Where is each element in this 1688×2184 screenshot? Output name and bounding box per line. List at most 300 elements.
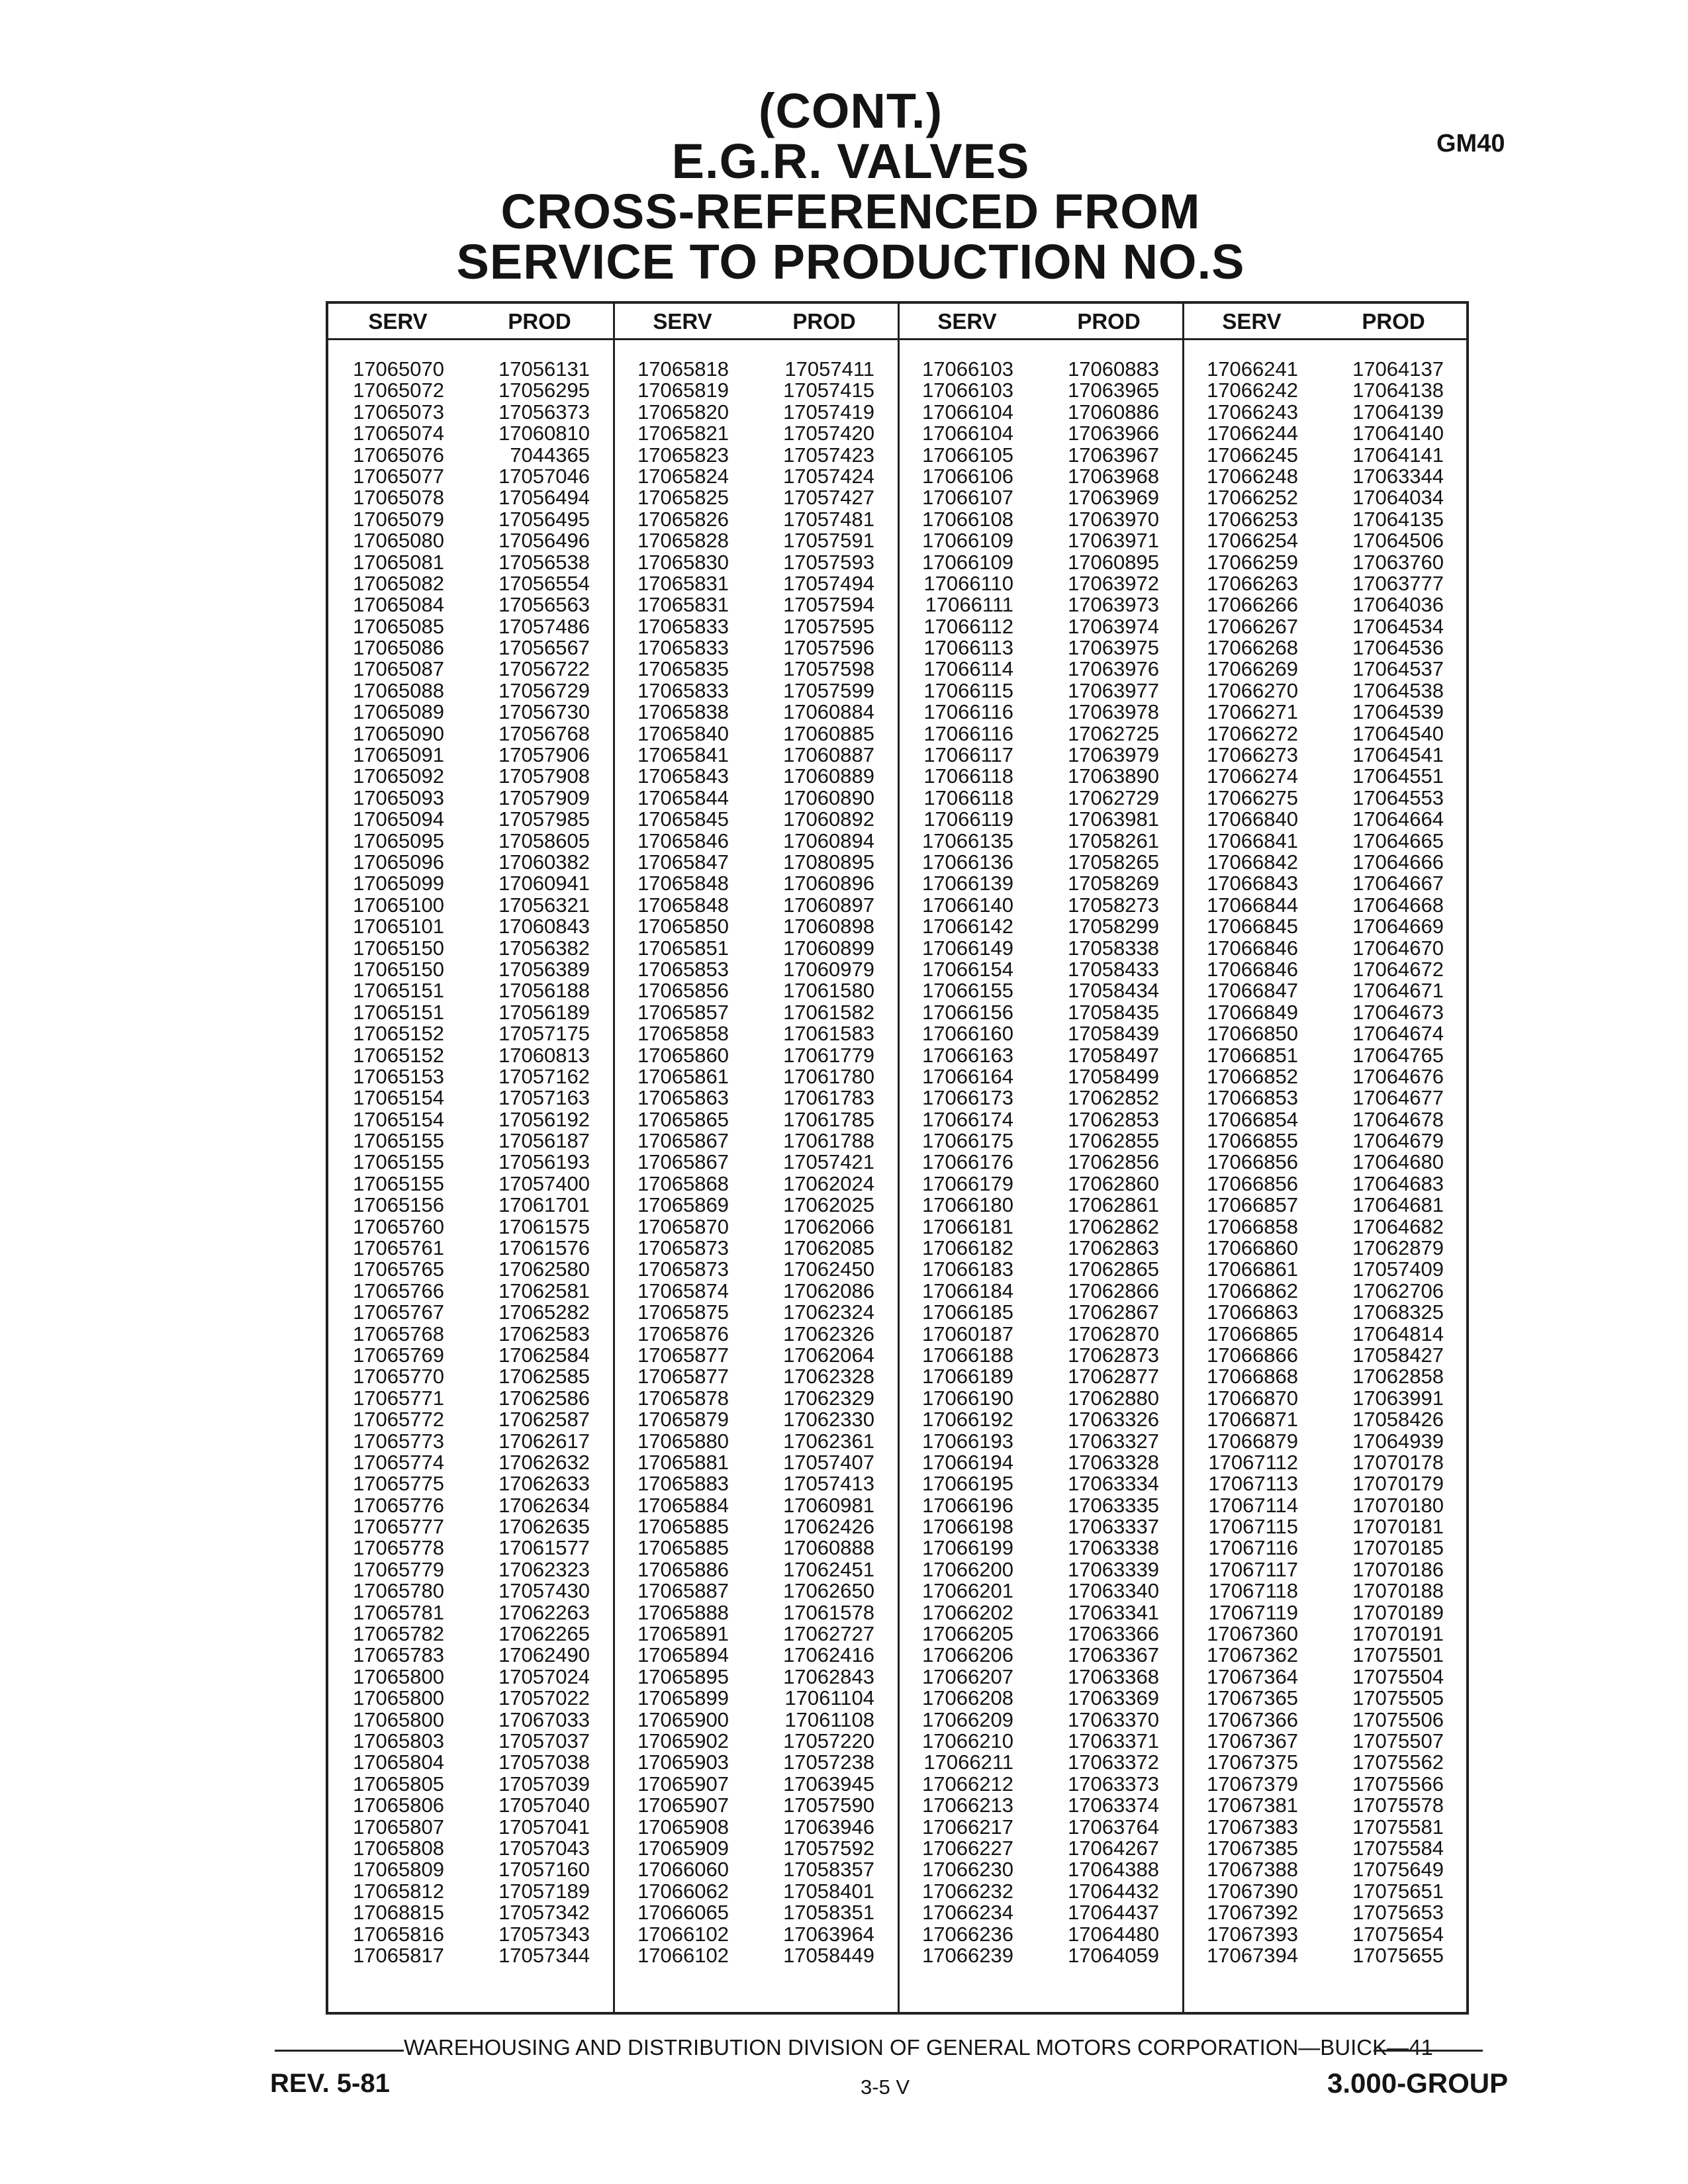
serv-number-cell: 17066840: [1207, 807, 1298, 831]
prod-number-cell: 17064674: [1352, 1022, 1444, 1046]
prod-number-cell: 17057486: [498, 614, 590, 638]
prod-number-cell: 17075654: [1352, 1922, 1444, 1946]
prod-number-cell: 17060885: [783, 721, 874, 745]
prod-number-cell: 17063366: [1068, 1622, 1159, 1646]
serv-number-cell: 17065888: [637, 1600, 729, 1624]
serv-number-cell: 17065830: [637, 550, 729, 574]
serv-number-cell: 17066119: [923, 807, 1013, 831]
serv-number-cell: 17066104: [922, 400, 1013, 424]
serv-number-cell: 17066111: [925, 593, 1013, 617]
serv-number-cell: 17065885: [637, 1515, 729, 1539]
prod-number-cell: 17062066: [783, 1214, 874, 1238]
serv-number-cell: 17065877: [637, 1365, 729, 1388]
prod-number-cell: 17062451: [783, 1557, 874, 1581]
serv-number-cell: 17066189: [922, 1365, 1013, 1388]
title-line-egr-valves: E.G.R. VALVES: [671, 134, 1030, 189]
prod-number-cell: 17057407: [783, 1450, 874, 1474]
serv-number-cell: 17065808: [353, 1836, 444, 1860]
prod-number-cell: 17058401: [783, 1879, 874, 1903]
serv-number-cell: 17065156: [353, 1193, 444, 1217]
title-line-service-to-production: SERVICE TO PRODUCTION NO.S: [456, 234, 1245, 289]
header-serv-1: SERV: [368, 309, 428, 334]
prod-number-cell: 17075507: [1352, 1729, 1444, 1752]
prod-number-cell: 17056382: [498, 936, 590, 960]
prod-number-cell: 17070179: [1352, 1472, 1444, 1496]
prod-number-cell: 17062329: [783, 1386, 874, 1410]
serv-number-cell: 17065093: [353, 786, 444, 809]
prod-number-cell: 17063374: [1068, 1794, 1159, 1817]
prod-number-cell: 17057046: [498, 464, 590, 488]
prod-number-cell: 17063981: [1068, 807, 1159, 831]
serv-number-cell: 17065775: [353, 1472, 444, 1496]
serv-number-cell: 17067383: [1207, 1815, 1298, 1839]
serv-number-cell: 17065817: [353, 1943, 444, 1967]
prod-number-cell: 17063338: [1068, 1536, 1159, 1560]
prod-number-cell: 17057175: [498, 1022, 590, 1046]
column-serv-4: [1196, 359, 1298, 1966]
prod-number-cell: 17056131: [498, 357, 590, 381]
prod-number-cell: 17062361: [783, 1429, 874, 1453]
prod-number-cell: 17075649: [1352, 1858, 1444, 1882]
serv-number-cell: 17066207: [922, 1664, 1013, 1688]
prod-number-cell: 17063977: [1068, 678, 1159, 702]
serv-number-cell: 17066179: [922, 1171, 1013, 1195]
prod-number-cell: 17057413: [783, 1472, 874, 1496]
prod-number-cell: 17062865: [1068, 1257, 1159, 1281]
serv-number-cell: 17066174: [922, 1107, 1013, 1131]
prod-number-cell: 17060981: [783, 1493, 874, 1517]
serv-number-cell: 17065895: [637, 1664, 729, 1688]
header-prod-1: PROD: [508, 309, 571, 334]
prod-number-cell: 17061701: [498, 1193, 590, 1217]
column-prod-4: [1341, 359, 1444, 1966]
serv-number-cell: 17065875: [637, 1300, 729, 1324]
prod-number-cell: 17064137: [1352, 357, 1444, 381]
prod-number-cell: 17064059: [1068, 1943, 1159, 1967]
prod-number-cell: 17063978: [1068, 700, 1159, 724]
header-prod-2: PROD: [792, 309, 856, 334]
serv-number-cell: 17066843: [1207, 872, 1298, 895]
prod-number-cell: 17056538: [498, 550, 590, 574]
serv-number-cell: 17066856: [1207, 1150, 1298, 1174]
prod-number-cell: 17062416: [783, 1643, 874, 1667]
serv-number-cell: 17065080: [353, 529, 444, 553]
serv-number-cell: 17065779: [353, 1557, 444, 1581]
serv-number-cell: 17065874: [637, 1279, 729, 1302]
prod-number-cell: 17056389: [498, 957, 590, 981]
prod-number-cell: 17057430: [498, 1579, 590, 1603]
serv-number-cell: 17066104: [922, 422, 1013, 445]
serv-number-cell: 17065833: [637, 614, 729, 638]
prod-number-cell: 17064551: [1352, 764, 1444, 788]
prod-number-cell: 17057599: [783, 678, 874, 702]
serv-number-cell: 17065073: [353, 400, 444, 424]
prod-number-cell: 17063337: [1068, 1515, 1159, 1539]
prod-number-cell: 17064540: [1352, 721, 1444, 745]
prod-number-cell: 17061779: [783, 1043, 874, 1067]
prod-number-cell: 17064680: [1352, 1150, 1444, 1174]
serv-number-cell: 17065828: [637, 529, 729, 553]
prod-number-cell: 17062580: [498, 1257, 590, 1281]
prod-number-cell: 7044365: [510, 443, 590, 467]
serv-number-cell: 17065844: [637, 786, 729, 809]
prod-number-cell: 17060895: [1068, 550, 1159, 574]
serv-number-cell: 17066109: [922, 529, 1013, 553]
serv-number-cell: 17066268: [1207, 636, 1298, 660]
prod-number-cell: 17056554: [498, 571, 590, 595]
serv-number-cell: 17066856: [1207, 1171, 1298, 1195]
serv-number-cell: 17066185: [922, 1300, 1013, 1324]
serv-number-cell: 17066252: [1207, 486, 1298, 510]
serv-number-cell: 17067360: [1207, 1622, 1298, 1646]
serv-number-cell: 17065867: [637, 1150, 729, 1174]
prod-number-cell: 17057411: [784, 357, 874, 381]
serv-number-cell: 17066248: [1207, 464, 1298, 488]
serv-number-cell: 17065873: [637, 1236, 729, 1260]
serv-number-cell: 17065096: [353, 850, 444, 874]
serv-number-cell: 17065085: [353, 614, 444, 638]
serv-number-cell: 17066213: [922, 1794, 1013, 1817]
serv-number-cell: 17066113: [923, 636, 1013, 660]
serv-number-cell: 17065860: [637, 1043, 729, 1067]
serv-number-cell: 17067394: [1207, 1943, 1298, 1967]
prod-number-cell: 17060883: [1068, 357, 1159, 381]
prod-number-cell: 17057985: [498, 807, 590, 831]
prod-number-cell: 17064669: [1352, 915, 1444, 938]
prod-number-cell: 17062265: [498, 1622, 590, 1646]
serv-number-cell: 17065150: [353, 936, 444, 960]
title-line-cont: (CONT.): [758, 83, 943, 138]
prod-number-cell: 17070189: [1352, 1600, 1444, 1624]
prod-number-cell: 17062843: [783, 1664, 874, 1688]
column-prod-1: [487, 359, 590, 1966]
serv-number-cell: 17066243: [1207, 400, 1298, 424]
serv-number-cell: 17066205: [922, 1622, 1013, 1646]
prod-number-cell: 17064814: [1352, 1322, 1444, 1345]
serv-number-cell: 17066206: [922, 1643, 1013, 1667]
prod-number-cell: 17064267: [1068, 1836, 1159, 1860]
prod-number-cell: 17058273: [1068, 893, 1159, 917]
prod-number-cell: 17057908: [498, 764, 590, 788]
serv-number-cell: 17065076: [353, 443, 444, 467]
prod-number-cell: 17063334: [1068, 1472, 1159, 1496]
serv-number-cell: 17065781: [353, 1600, 444, 1624]
serv-number-cell: 17066192: [922, 1408, 1013, 1432]
prod-number-cell: 17057424: [783, 464, 874, 488]
serv-number-cell: 17065881: [637, 1450, 729, 1474]
prod-number-cell: 17062426: [783, 1515, 874, 1539]
serv-number-cell: 17066180: [922, 1193, 1013, 1217]
prod-number-cell: 17062863: [1068, 1236, 1159, 1260]
serv-number-cell: 17065850: [637, 915, 729, 938]
serv-number-cell: 17066858: [1207, 1214, 1298, 1238]
serv-number-cell: 17066183: [922, 1257, 1013, 1281]
serv-number-cell: 17065805: [353, 1772, 444, 1796]
prod-number-cell: 17062852: [1068, 1086, 1159, 1110]
prod-number-cell: 17057342: [498, 1901, 590, 1925]
serv-number-cell: 17065823: [637, 443, 729, 467]
prod-number-cell: 17064673: [1352, 1000, 1444, 1024]
footer-rule-right: [1374, 2050, 1483, 2052]
prod-number-cell: 17062650: [783, 1579, 874, 1603]
prod-number-cell: 17056295: [498, 379, 590, 402]
serv-number-cell: 17066114: [923, 657, 1013, 681]
serv-number-cell: 17065819: [637, 379, 729, 402]
prod-number-cell: 17057593: [783, 550, 874, 574]
serv-number-cell: 17065821: [637, 422, 729, 445]
prod-number-cell: 17057594: [783, 593, 874, 617]
prod-number-cell: 17075566: [1352, 1772, 1444, 1796]
serv-number-cell: 17066850: [1207, 1022, 1298, 1046]
prod-number-cell: 17056496: [498, 529, 590, 553]
prod-number-cell: 17061575: [498, 1214, 590, 1238]
prod-number-cell: 17057189: [498, 1879, 590, 1903]
serv-number-cell: 17066842: [1207, 850, 1298, 874]
serv-number-cell: 17066871: [1207, 1408, 1298, 1432]
serv-number-cell: 17067367: [1207, 1729, 1298, 1752]
serv-number-cell: 17065155: [353, 1129, 444, 1153]
prod-number-cell: 17062617: [498, 1429, 590, 1453]
serv-number-cell: 17067381: [1207, 1794, 1298, 1817]
serv-number-cell: 17065152: [353, 1022, 444, 1046]
serv-number-cell: 17066140: [922, 893, 1013, 917]
serv-number-cell: 17065831: [637, 593, 729, 617]
serv-number-cell: 17066065: [637, 1901, 729, 1925]
serv-number-cell: 17066852: [1207, 1064, 1298, 1088]
header-serv-3: SERV: [937, 309, 997, 334]
prod-number-cell: 17075653: [1352, 1901, 1444, 1925]
prod-number-cell: 17058439: [1068, 1022, 1159, 1046]
serv-number-cell: 17066139: [922, 872, 1013, 895]
prod-number-cell: 17057162: [498, 1064, 590, 1088]
serv-number-cell: 17065767: [353, 1300, 444, 1324]
prod-number-cell: 17075562: [1352, 1751, 1444, 1774]
prod-number-cell: 17063369: [1068, 1686, 1159, 1710]
prod-number-cell: 17062879: [1352, 1236, 1444, 1260]
serv-number-cell: 17065868: [637, 1171, 729, 1195]
serv-number-cell: 17065084: [353, 593, 444, 617]
serv-number-cell: 17066230: [922, 1858, 1013, 1882]
prod-number-cell: 17060898: [783, 915, 874, 938]
prod-number-cell: 17064664: [1352, 807, 1444, 831]
serv-number-cell: 17065909: [637, 1836, 729, 1860]
serv-number-cell: 17065099: [353, 872, 444, 895]
prod-number-cell: 17075584: [1352, 1836, 1444, 1860]
prod-number-cell: 17064538: [1352, 678, 1444, 702]
serv-number-cell: 17066115: [923, 678, 1013, 702]
serv-number-cell: 17066236: [922, 1922, 1013, 1946]
serv-number-cell: 17067113: [1208, 1472, 1298, 1496]
serv-number-cell: 17065891: [637, 1622, 729, 1646]
serv-number-cell: 17065082: [353, 571, 444, 595]
prod-number-cell: 17056768: [498, 721, 590, 745]
serv-number-cell: 17066253: [1207, 507, 1298, 531]
prod-number-cell: 17064676: [1352, 1064, 1444, 1088]
serv-number-cell: 17065081: [353, 550, 444, 574]
prod-number-cell: 17057481: [783, 507, 874, 531]
group-divider-1: [613, 304, 615, 2012]
serv-number-cell: 17066212: [922, 1772, 1013, 1796]
serv-number-cell: 17065772: [353, 1408, 444, 1432]
serv-number-cell: 17065841: [637, 743, 729, 767]
prod-number-cell: 17058427: [1352, 1343, 1444, 1367]
serv-number-cell: 17065902: [637, 1729, 729, 1752]
prod-number-cell: 17058433: [1068, 957, 1159, 981]
serv-number-cell: 17066863: [1207, 1300, 1298, 1324]
serv-number-cell: 17066193: [922, 1429, 1013, 1453]
serv-number-cell: 17066868: [1207, 1365, 1298, 1388]
serv-number-cell: 17065835: [637, 657, 729, 681]
serv-number-cell: 17065820: [637, 400, 729, 424]
prod-number-cell: 17061582: [783, 1000, 874, 1024]
column-serv-2: [626, 359, 729, 1966]
prod-number-cell: 17075506: [1352, 1707, 1444, 1731]
title-line-cross-referenced: CROSS-REFERENCED FROM: [500, 184, 1201, 239]
prod-number-cell: 17063965: [1068, 379, 1159, 402]
serv-number-cell: 17066060: [637, 1858, 729, 1882]
serv-number-cell: 17066242: [1207, 379, 1298, 402]
serv-number-cell: 17066855: [1207, 1129, 1298, 1153]
prod-number-cell: 17060887: [783, 743, 874, 767]
serv-number-cell: 17066160: [922, 1022, 1013, 1046]
prod-number-cell: 17064672: [1352, 957, 1444, 981]
serv-number-cell: 17065878: [637, 1386, 729, 1410]
prod-number-cell: 17062860: [1068, 1171, 1159, 1195]
serv-number-cell: 17066112: [923, 614, 1013, 638]
serv-number-cell: 17065840: [637, 721, 729, 745]
prod-number-cell: 17057596: [783, 636, 874, 660]
serv-number-cell: 17065883: [637, 1472, 729, 1496]
column-serv-1: [342, 359, 444, 1966]
serv-number-cell: 17066182: [922, 1236, 1013, 1260]
serv-number-cell: 17065845: [637, 807, 729, 831]
prod-number-cell: 17062858: [1352, 1365, 1444, 1388]
prod-number-cell: 17057906: [498, 743, 590, 767]
serv-number-cell: 17066118: [923, 786, 1013, 809]
serv-number-cell: 17067385: [1207, 1836, 1298, 1860]
page-number: 3-5 V: [861, 2075, 910, 2099]
prod-number-cell: 17063764: [1068, 1815, 1159, 1839]
serv-number-cell: 17065884: [637, 1493, 729, 1517]
serv-number-cell: 17065766: [353, 1279, 444, 1302]
prod-number-cell: 17075505: [1352, 1686, 1444, 1710]
serv-number-cell: 17065780: [353, 1579, 444, 1603]
serv-number-cell: 17067115: [1208, 1515, 1298, 1539]
prod-number-cell: 17057040: [498, 1794, 590, 1817]
serv-number-cell: 17066062: [637, 1879, 729, 1903]
prod-number-cell: 17063975: [1068, 636, 1159, 660]
prod-number-cell: 17057038: [498, 1751, 590, 1774]
prod-number-cell: 17070180: [1352, 1493, 1444, 1517]
serv-number-cell: 17066195: [922, 1472, 1013, 1496]
prod-number-cell: 17062877: [1068, 1365, 1159, 1388]
prod-number-cell: 17063946: [783, 1815, 874, 1839]
prod-number-cell: 17057160: [498, 1858, 590, 1882]
serv-number-cell: 17065826: [637, 507, 729, 531]
prod-number-cell: 17063971: [1068, 529, 1159, 553]
prod-number-cell: 17058265: [1068, 850, 1159, 874]
serv-number-cell: 17065771: [353, 1386, 444, 1410]
prod-number-cell: 17062634: [498, 1493, 590, 1517]
prod-number-cell: 17064681: [1352, 1193, 1444, 1217]
catalog-code: GM40: [1436, 130, 1505, 158]
prod-number-cell: 17063945: [783, 1772, 874, 1796]
prod-number-cell: 17075504: [1352, 1664, 1444, 1688]
prod-number-cell: 17062025: [783, 1193, 874, 1217]
prod-number-cell: 17062450: [783, 1257, 874, 1281]
prod-number-cell: 17057238: [783, 1751, 874, 1774]
prod-number-cell: 17064534: [1352, 614, 1444, 638]
serv-number-cell: 17065869: [637, 1193, 729, 1217]
prod-number-cell: 17060382: [498, 850, 590, 874]
prod-number-cell: 17064682: [1352, 1214, 1444, 1238]
serv-number-cell: 17065769: [353, 1343, 444, 1367]
serv-number-cell: 17065095: [353, 829, 444, 852]
prod-number-cell: 17056187: [498, 1129, 590, 1153]
prod-number-cell: 17058435: [1068, 1000, 1159, 1024]
prod-number-cell: 17056495: [498, 507, 590, 531]
serv-number-cell: 17067393: [1207, 1922, 1298, 1946]
prod-number-cell: 17056192: [498, 1107, 590, 1131]
prod-number-cell: 17057043: [498, 1836, 590, 1860]
serv-number-cell: 17066846: [1207, 936, 1298, 960]
prod-number-cell: 17062330: [783, 1408, 874, 1432]
prod-number-cell: 17062585: [498, 1365, 590, 1388]
prod-number-cell: 17057415: [783, 379, 874, 402]
serv-number-cell: 17066154: [922, 957, 1013, 981]
prod-number-cell: 17064553: [1352, 786, 1444, 809]
prod-number-cell: 17064135: [1352, 507, 1444, 531]
prod-number-cell: 17058351: [783, 1901, 874, 1925]
prod-number-cell: 17062326: [783, 1322, 874, 1345]
serv-number-cell: 17066211: [923, 1751, 1013, 1774]
serv-number-cell: 17067392: [1207, 1901, 1298, 1925]
serv-number-cell: 17066209: [922, 1707, 1013, 1731]
prod-number-cell: 17064036: [1352, 593, 1444, 617]
serv-number-cell: 17065877: [637, 1343, 729, 1367]
serv-number-cell: 17065873: [637, 1257, 729, 1281]
prod-number-cell: 17057400: [498, 1171, 590, 1195]
serv-number-cell: 17066198: [922, 1515, 1013, 1539]
serv-number-cell: 17066870: [1207, 1386, 1298, 1410]
prod-number-cell: 17070185: [1352, 1536, 1444, 1560]
prod-number-cell: 17064536: [1352, 636, 1444, 660]
serv-number-cell: 17065088: [353, 678, 444, 702]
prod-number-cell: 17062635: [498, 1515, 590, 1539]
serv-number-cell: 17066273: [1207, 743, 1298, 767]
serv-number-cell: 17065900: [637, 1707, 729, 1731]
prod-number-cell: 17060843: [498, 915, 590, 938]
prod-number-cell: 17058261: [1068, 829, 1159, 852]
serv-number-cell: 17065770: [353, 1365, 444, 1388]
header-prod-4: PROD: [1362, 309, 1425, 334]
prod-number-cell: 17061580: [783, 979, 874, 1003]
prod-number-cell: 17063339: [1068, 1557, 1159, 1581]
serv-number-cell: 17065090: [353, 721, 444, 745]
prod-number-cell: 17075651: [1352, 1879, 1444, 1903]
prod-number-cell: 17061577: [498, 1536, 590, 1560]
serv-number-cell: 17066210: [922, 1729, 1013, 1752]
serv-number-cell: 17065861: [637, 1064, 729, 1088]
prod-number-cell: 17064541: [1352, 743, 1444, 767]
prod-number-cell: 17062706: [1352, 1279, 1444, 1302]
serv-number-cell: 17066201: [922, 1579, 1013, 1603]
serv-number-cell: 17066244: [1207, 422, 1298, 445]
serv-number-cell: 17065774: [353, 1450, 444, 1474]
serv-number-cell: 17067116: [1208, 1536, 1298, 1560]
serv-number-cell: 17066194: [922, 1450, 1013, 1474]
prod-number-cell: 17064939: [1352, 1429, 1444, 1453]
